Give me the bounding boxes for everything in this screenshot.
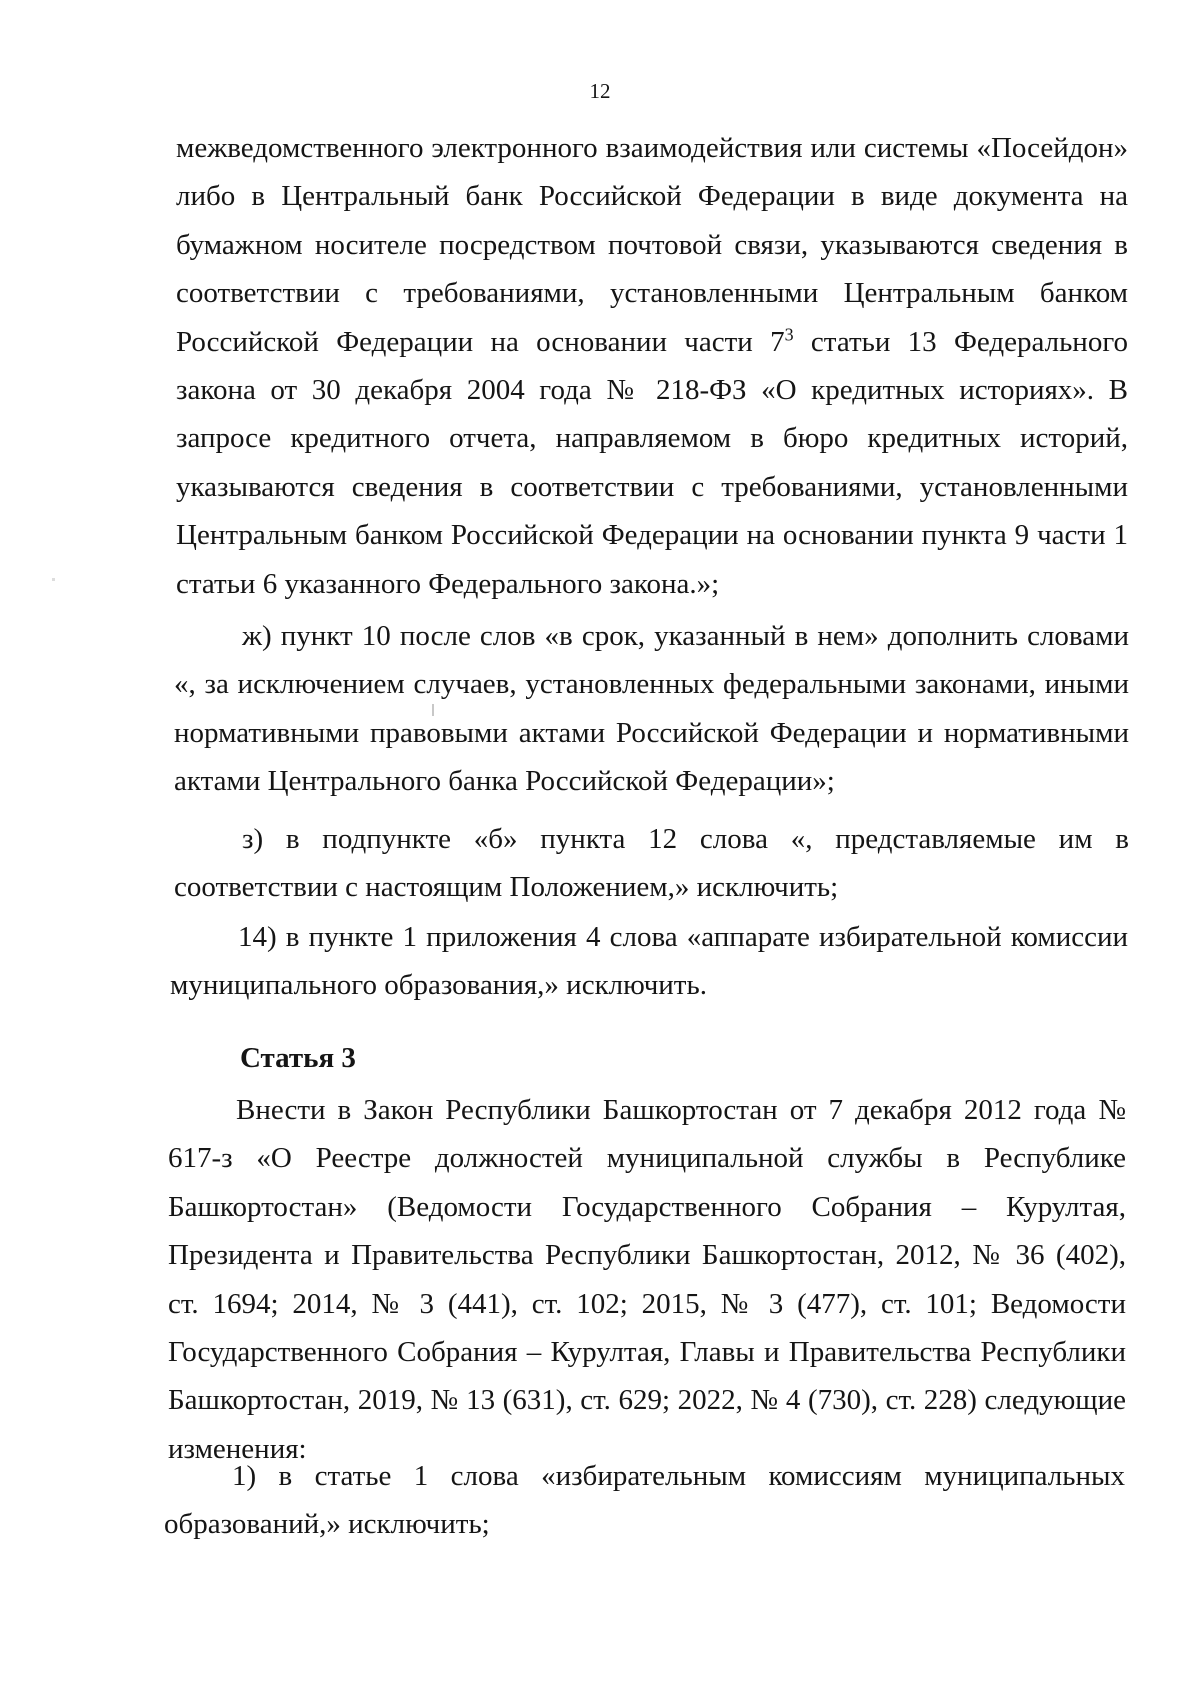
paragraph-text-part: либо в Центральный банк Российской Федерации в виде документа на бумажном носителе посредством почтовой связи, указываются сведения в соответствии с требованиями, установленными Центральным банком Российской Федерации на основании части 7 — [176, 180, 1128, 358]
paragraph-item-1: 1) в статье 1 слова «избирательным комиссиям муниципальных образований,» исключить; — [164, 1460, 1125, 1541]
superscript-number: 3 — [784, 323, 794, 344]
article-3-body: Внести в Закон Республики Башкортостан от 7 декабря 2012 года № 617-з «О Реестре должностей муниципальной службы в Республике Башкортостан» (Ведомости Государственного Собрания – Курултая, Президента и Правительства Республики Башкортостан, 2012, № 36 (402), ст. 1694; 2014, № 3 (441), ст. 102; 2015, № 3 (477), ст. 101; Ведомости Государственного Собрания – Курултая, Главы и Правительства Республики Башкортостан, 2019, № 13 (631), ст. 629; 2022, № 4 (730), ст. 228) следующие изменения: — [168, 1094, 1126, 1465]
paragraph-first-line: межведомственного электронного взаимодействия или системы «Посейдон» — [176, 132, 1128, 164]
paragraph-item-zh: ж) пункт 10 после слов «в срок, указанный в нем» дополнить словами «, за исключением случаев, установленных федеральными законами, иными нормативными правовыми актами Российской Федерации и нормативными актами Центрального банка Российской Федерации»; — [174, 620, 1129, 798]
article-heading: Статья 3 — [240, 1042, 356, 1074]
page-number: 12 — [589, 79, 611, 103]
paragraph-continuation — [176, 124, 1128, 608]
paragraph-item-z: з) в подпункте «б» пункта 12 слова «, представляемые им в соответствии с настоящим Положением,» исключить; — [174, 823, 1129, 904]
scan-artifact — [432, 704, 434, 716]
paragraph-text-part: статьи 13 Федерального закона от 30 декабря 2004 года № 218-ФЗ «О кредитных историях». В запросе кредитного отчета, направляемом в бюро кредитных историй, указываются сведения в соответствии с требованиями, установленными Центральным банком Российской Федерации на основании пункта 9 части 1 статьи 6 указанного Федерального закона.»; — [176, 325, 1128, 600]
paragraph-item-14: 14) в пункте 1 приложения 4 слова «аппарате избирательной комиссии муниципального образования,» исключить. — [170, 921, 1128, 1002]
scan-artifact — [52, 578, 55, 581]
